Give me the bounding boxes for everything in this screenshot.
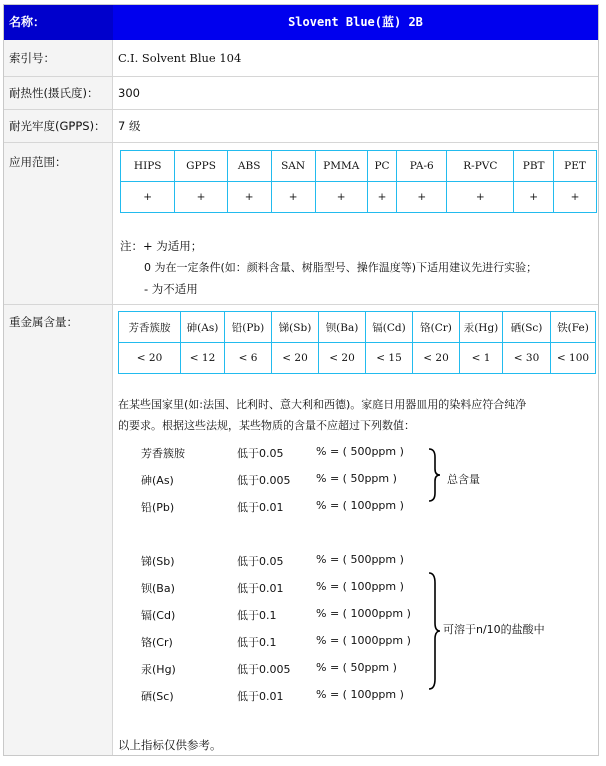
substance-limit: 低于0.005 — [237, 474, 291, 487]
light-label: 耐光牢度(GPPS)： — [4, 110, 113, 143]
substance-limit: 低于0.01 — [237, 690, 284, 703]
light-row — [4, 110, 598, 143]
substance-limit: 低于0.05 — [237, 447, 284, 460]
resin-cell: PC — [367, 151, 396, 182]
substance-limit: 低于0.1 — [237, 636, 277, 649]
heat-label: 耐热性(摄氏度)： — [4, 77, 113, 110]
substance-ppm: % = ( 500ppm ) — [316, 445, 404, 458]
metal-cell: 铬(Cr) — [413, 312, 460, 343]
index-label: 索引号： — [4, 40, 113, 77]
limit-cell: < 100 — [551, 343, 596, 374]
limit-cell: < 20 — [272, 343, 319, 374]
resin-cell: GPPS — [175, 151, 227, 182]
limit-cell: < 20 — [319, 343, 366, 374]
metal-cell: 砷(As) — [181, 312, 225, 343]
suitability-cell: + — [554, 182, 597, 213]
metal-cell: 钡(Ba) — [319, 312, 366, 343]
resin-cell: PMMA — [315, 151, 367, 182]
substance-limit: 低于0.1 — [237, 609, 277, 622]
substance-name: 砷(As) — [141, 474, 174, 487]
limit-cell: < 12 — [181, 343, 225, 374]
substance-ppm: % = ( 100ppm ) — [316, 580, 404, 593]
index-value: C.I. Solvent Blue 104 — [118, 51, 242, 65]
substance-name: 硒(Sc) — [141, 690, 174, 703]
limit-cell: < 20 — [413, 343, 460, 374]
metal-table — [118, 311, 596, 374]
substance-ppm: % = ( 100ppm ) — [316, 499, 404, 512]
limit-cell: < 20 — [119, 343, 181, 374]
hcl-soluble-label: 可溶于n/10的盐酸中 — [443, 623, 545, 636]
resin-cell: PET — [554, 151, 597, 182]
substance-ppm: % = ( 500ppm ) — [316, 553, 404, 566]
limit-cell: < 6 — [225, 343, 272, 374]
resin-cell: PA-6 — [397, 151, 447, 182]
regulation-paragraph-2: 的要求。根据这些法规，某些物质的含量不应超过下列数值： — [118, 419, 415, 432]
resin-cell: HIPS — [121, 151, 175, 182]
resin-cell: R-PVC — [447, 151, 514, 182]
substance-name: 铬(Cr) — [141, 636, 173, 649]
suitability-cell: + — [315, 182, 367, 213]
application-label: 应用范围： — [4, 143, 113, 305]
suitability-cell: + — [447, 182, 514, 213]
product-name: Slovent Blue(蓝) 2B — [113, 5, 598, 40]
limit-cell: < 1 — [460, 343, 503, 374]
metal-cell: 芳香簇胺 — [119, 312, 181, 343]
substance-ppm: % = ( 50ppm ) — [316, 661, 397, 674]
note-title: 注：+ 为适用； — [120, 239, 203, 253]
suitability-cell: + — [227, 182, 271, 213]
application-table — [120, 150, 597, 213]
index-row — [4, 40, 598, 77]
metal-cell: 铅(Pb) — [225, 312, 272, 343]
resin-cell: ABS — [227, 151, 271, 182]
note-minus: - 为不适用 — [144, 282, 198, 296]
substance-name: 芳香簇胺 — [141, 447, 185, 460]
total-content-label: 总含量 — [447, 473, 480, 486]
resin-cell: SAN — [271, 151, 315, 182]
substance-limit: 低于0.01 — [237, 582, 284, 595]
substance-limit: 低于0.01 — [237, 501, 284, 514]
metal-cell: 镉(Cd) — [366, 312, 413, 343]
substance-name: 汞(Hg) — [141, 663, 176, 676]
spec-sheet — [3, 4, 599, 756]
application-value-row — [121, 182, 597, 213]
metal-cell: 铁(Fe) — [551, 312, 596, 343]
note-zero: 0 为在一定条件(如：颜料含量、树脂型号、操作温度等)下适用建议先进行实验； — [144, 261, 538, 274]
metal-cell: 锑(Sb) — [272, 312, 319, 343]
substance-name: 钡(Ba) — [141, 582, 175, 595]
substance-ppm: % = ( 1000ppm ) — [316, 607, 411, 620]
resin-cell: PBT — [514, 151, 554, 182]
substance-name: 镉(Cd) — [141, 609, 176, 622]
metal-cell: 硒(Sc) — [503, 312, 551, 343]
regulation-paragraph-1: 在某些国家里(如:法国、比利时、意大利和西德)。家庭日用器皿用的染料应符合纯净 — [118, 398, 527, 411]
metal-cell: 汞(Hg) — [460, 312, 503, 343]
metal-value-row — [119, 343, 596, 374]
substance-limit: 低于0.005 — [237, 663, 291, 676]
suitability-cell: + — [367, 182, 396, 213]
application-row — [4, 143, 598, 305]
limit-cell: < 30 — [503, 343, 551, 374]
footer-note: 以上指标仅供参考。 — [118, 738, 222, 752]
heat-value: 300 — [118, 86, 140, 100]
substance-ppm: % = ( 50ppm ) — [316, 472, 397, 485]
brace-group2 — [426, 571, 442, 691]
name-label: 名称： — [4, 5, 113, 40]
suitability-cell: + — [121, 182, 175, 213]
suitability-cell: + — [397, 182, 447, 213]
header-row — [4, 5, 598, 40]
application-header-row — [121, 151, 597, 182]
substance-name: 铅(Pb) — [141, 501, 175, 514]
metal-content — [113, 305, 598, 755]
metal-header-row — [119, 312, 596, 343]
suitability-cell: + — [271, 182, 315, 213]
application-content — [113, 143, 598, 305]
substance-limit: 低于0.05 — [237, 555, 284, 568]
heat-row — [4, 77, 598, 110]
brace-group1 — [426, 447, 442, 503]
suitability-cell: + — [514, 182, 554, 213]
metal-row — [4, 305, 598, 755]
substance-name: 锑(Sb) — [141, 555, 175, 568]
metal-label: 重金属含量： — [4, 305, 113, 755]
limit-cell: < 15 — [366, 343, 413, 374]
substance-ppm: % = ( 1000ppm ) — [316, 634, 411, 647]
substance-ppm: % = ( 100ppm ) — [316, 688, 404, 701]
suitability-cell: + — [175, 182, 227, 213]
light-value: 7 级 — [118, 119, 141, 133]
